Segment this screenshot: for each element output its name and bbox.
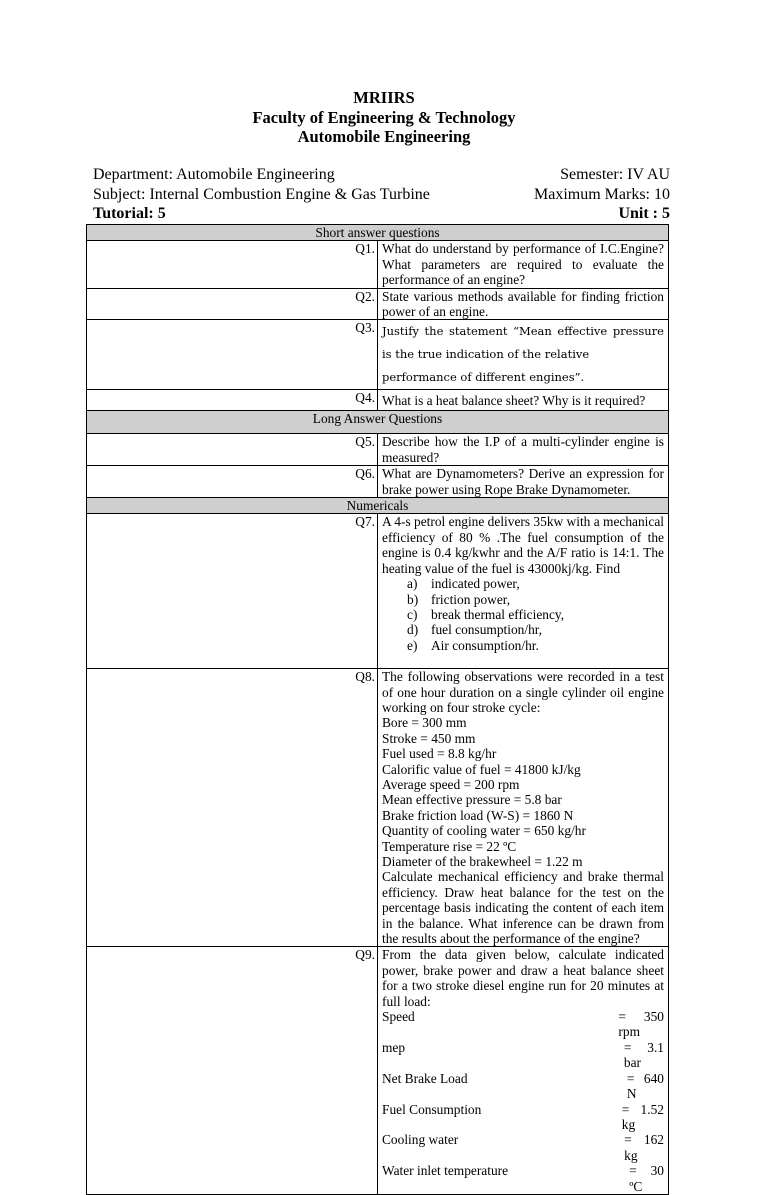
- question-row-q2: [87, 288, 669, 320]
- data-line: Cooling water = 162 kg: [382, 1132, 664, 1163]
- section-header-numericals: Numericals: [87, 498, 669, 514]
- unit-label: Unit : 5: [618, 205, 670, 222]
- data-line: Fuel Consumption = 1.52 kg: [382, 1101, 664, 1132]
- question-text: A 4-s petrol engine delivers 35kw with a mechanical efficiency of 80 % .The fuel consumption of the engine is 0.4 kg/kwhr and the A/F ratio is 14:1. The heating value of the fuel is 43000kj/kg. Find: [382, 514, 664, 576]
- question-text: What do understand by performance of I.C.Engine? What parameters are required to evaluate the performance of an engine?: [378, 241, 669, 288]
- question-body: [378, 514, 669, 669]
- section-row-short: [87, 225, 669, 241]
- observation-line: Fuel used = 8.8 kg/hr: [382, 746, 497, 762]
- sub-question-item: e) Air consumption/hr.: [407, 637, 539, 653]
- subject-label: Subject: Internal Combustion Engine & Gas Turbine: [93, 186, 430, 203]
- question-task: Calculate mechanical efficiency and brake thermal efficiency. Draw heat balance for the test on the percentage basis indicating the content of each item in the balance. What inference can be drawn from the results about the performance of the engine?: [382, 869, 664, 947]
- max-marks-label: Maximum Marks: 10: [534, 186, 670, 203]
- question-text-line: performance of different engines”.: [382, 370, 585, 385]
- sub-question-item: d) fuel consumption/hr,: [407, 622, 543, 638]
- question-number: Q4.: [87, 390, 378, 411]
- branch-title: Automobile Engineering: [297, 127, 471, 146]
- question-row-q3: [87, 320, 669, 390]
- meta-row-tutorial: [93, 204, 670, 224]
- sub-question-item: a) indicated power,: [407, 576, 520, 592]
- question-text: What is a heat balance sheet? Why is it required?: [378, 390, 669, 411]
- meta-row-department: [93, 165, 670, 185]
- tutorial-label: Tutorial: 5: [93, 205, 166, 222]
- meta-row-subject: [93, 185, 670, 205]
- department-label: Department: Automobile Engineering: [93, 166, 335, 183]
- semester-label: Semester: IV AU: [560, 166, 670, 183]
- question-row-q1: [87, 241, 669, 288]
- question-row-q8: [87, 669, 669, 947]
- sub-question-item: c) break thermal efficiency,: [407, 606, 565, 622]
- questions-table: [86, 224, 669, 1195]
- question-number: Q6.: [87, 466, 378, 498]
- question-text-line: Justify the statement “Mean effective pressure is the true indication of the relative: [382, 324, 664, 362]
- faculty-title: Faculty of Engineering & Technology: [252, 108, 516, 127]
- observation-line: Mean effective pressure = 5.8 bar: [382, 792, 562, 808]
- observation-line: Brake friction load (W-S) = 1860 N: [382, 807, 574, 823]
- observation-line: Quantity of cooling water = 650 kg/hr: [382, 823, 586, 839]
- observation-line: Temperature rise = 22 ºC: [382, 838, 517, 854]
- question-text: From the data given below, calculate indicated power, brake power and draw a heat balance sheet for a two stroke diesel engine run for 20 minutes at full load:: [382, 947, 664, 1009]
- question-row-q5: [87, 434, 669, 466]
- question-number: Q5.: [87, 434, 378, 466]
- question-number: Q2.: [87, 288, 378, 320]
- question-number: Q7.: [87, 514, 378, 669]
- observation-line: Diameter of the brakewheel = 1.22 m: [382, 854, 583, 869]
- question-row-q6: [87, 466, 669, 498]
- data-line: Water inlet temperature = 30 ºC: [382, 1163, 664, 1194]
- observation-line: Average speed = 200 rpm: [382, 776, 520, 792]
- question-text: State various methods available for finding friction power of an engine.: [378, 288, 669, 320]
- data-line: Speed = 350 rpm: [382, 1009, 664, 1040]
- spacer: [382, 653, 664, 668]
- question-number: Q9.: [87, 947, 378, 1195]
- section-row-long: [87, 411, 669, 434]
- section-row-numericals: [87, 498, 669, 514]
- question-row-q7: [87, 514, 669, 669]
- observation-line: Bore = 300 mm: [382, 715, 467, 731]
- section-header-long: Long Answer Questions: [87, 411, 669, 434]
- question-body: [378, 669, 669, 947]
- question-text: Describe how the I.P of a multi-cylinder engine is measured?: [378, 434, 669, 466]
- data-line: mep = 3.1 bar: [382, 1039, 664, 1071]
- institute-title: MRIIRS: [353, 88, 415, 107]
- question-row-q4: [87, 390, 669, 411]
- data-line: Net Brake Load = 640 N: [382, 1070, 664, 1102]
- question-text: [378, 320, 669, 390]
- observation-line: Calorific value of fuel = 41800 kJ/kg: [382, 761, 581, 777]
- question-text: What are Dynamometers? Derive an expression for brake power using Rope Brake Dynamometer.: [378, 466, 669, 498]
- question-body: [378, 947, 669, 1195]
- question-row-q9: [87, 947, 669, 1195]
- sub-question-list: [382, 576, 664, 653]
- section-header-short: Short answer questions: [87, 225, 669, 241]
- question-number: Q1.: [87, 241, 378, 288]
- question-text: The following observations were recorded in a test of one hour duration on a single cylinder oil engine working on four stroke cycle:: [382, 669, 664, 715]
- question-number: Q3.: [87, 320, 378, 390]
- question-number: Q8.: [87, 669, 378, 947]
- sub-question-item: b) friction power,: [407, 591, 511, 607]
- observation-line: Stroke = 450 mm: [382, 730, 476, 746]
